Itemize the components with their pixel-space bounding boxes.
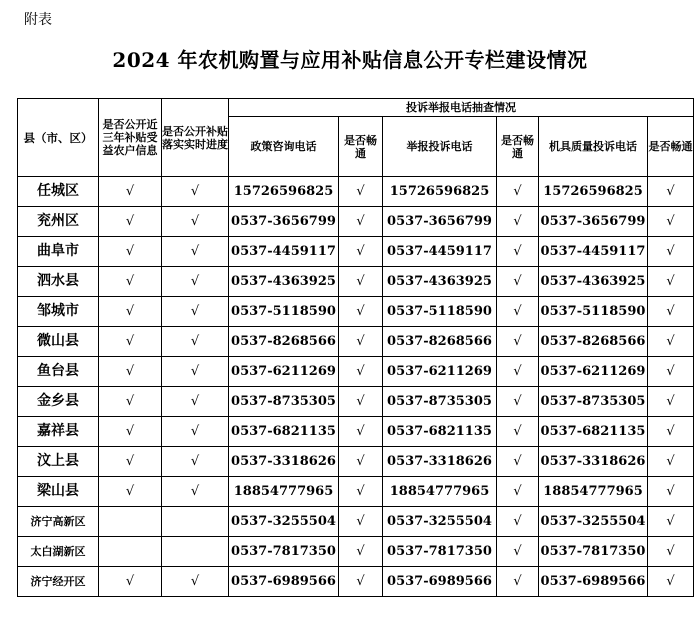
report-open-check: √ — [497, 357, 539, 387]
county-cell: 邹城市 — [18, 297, 99, 327]
table-row — [18, 417, 694, 447]
quality-open-check: √ — [648, 447, 694, 477]
county-cell: 兖州区 — [18, 207, 99, 237]
quality-phone: 0537-8268566 — [539, 327, 648, 357]
report-open-check: √ — [497, 207, 539, 237]
progress-check: √ — [162, 417, 229, 447]
policy-open-check: √ — [339, 207, 383, 237]
report-phone: 0537-4363925 — [383, 267, 497, 297]
report-open-check: √ — [497, 537, 539, 567]
table-row — [18, 237, 694, 267]
progress-check — [162, 507, 229, 537]
quality-open-check: √ — [648, 237, 694, 267]
report-open-check: √ — [497, 327, 539, 357]
quality-phone: 0537-3656799 — [539, 207, 648, 237]
report-phone: 0537-3318626 — [383, 447, 497, 477]
county-cell: 鱼台县 — [18, 357, 99, 387]
policy-open-check: √ — [339, 177, 383, 207]
quality-open-check: √ — [648, 477, 694, 507]
quality-phone: 0537-8735305 — [539, 387, 648, 417]
table-row — [18, 537, 694, 567]
policy-open-check: √ — [339, 447, 383, 477]
beneficiary-check — [99, 537, 162, 567]
header-beneficiary-info: 是否公开近三年补贴受益农户信息 — [99, 99, 162, 177]
beneficiary-check: √ — [99, 327, 162, 357]
policy-open-check: √ — [339, 267, 383, 297]
quality-phone: 0537-5118590 — [539, 297, 648, 327]
quality-open-check: √ — [648, 207, 694, 237]
progress-check: √ — [162, 567, 229, 597]
county-cell: 济宁经开区 — [18, 567, 99, 597]
beneficiary-check: √ — [99, 237, 162, 267]
beneficiary-check — [99, 507, 162, 537]
progress-check: √ — [162, 387, 229, 417]
policy-phone: 18854777965 — [229, 477, 339, 507]
policy-open-check: √ — [339, 507, 383, 537]
header-complaint-group: 投诉举报电话抽查情况 — [229, 99, 694, 117]
quality-phone: 15726596825 — [539, 177, 648, 207]
table-row — [18, 177, 694, 207]
quality-open-check: √ — [648, 297, 694, 327]
policy-open-check: √ — [339, 237, 383, 267]
progress-check: √ — [162, 297, 229, 327]
report-open-check: √ — [497, 297, 539, 327]
beneficiary-check: √ — [99, 357, 162, 387]
header-policy-phone: 政策咨询电话 — [229, 117, 339, 177]
page-title: 2024 年农机购置与应用补贴信息公开专栏建设情况 — [112, 48, 588, 72]
county-cell: 泗水县 — [18, 267, 99, 297]
table-row — [18, 447, 694, 477]
table-row — [18, 327, 694, 357]
county-cell: 金乡县 — [18, 387, 99, 417]
county-cell: 微山县 — [18, 327, 99, 357]
beneficiary-check: √ — [99, 177, 162, 207]
policy-phone: 15726596825 — [229, 177, 339, 207]
policy-phone: 0537-6989566 — [229, 567, 339, 597]
report-open-check: √ — [497, 417, 539, 447]
county-cell: 汶上县 — [18, 447, 99, 477]
table-row — [18, 297, 694, 327]
policy-open-check: √ — [339, 537, 383, 567]
header-quality-phone: 机具质量投诉电话 — [539, 117, 648, 177]
county-cell: 任城区 — [18, 177, 99, 207]
policy-open-check: √ — [339, 477, 383, 507]
progress-check: √ — [162, 357, 229, 387]
county-cell: 曲阜市 — [18, 237, 99, 267]
progress-check: √ — [162, 207, 229, 237]
table-row — [18, 357, 694, 387]
quality-open-check: √ — [648, 267, 694, 297]
report-phone: 0537-6821135 — [383, 417, 497, 447]
report-phone: 0537-5118590 — [383, 297, 497, 327]
quality-open-check: √ — [648, 327, 694, 357]
policy-phone: 0537-3656799 — [229, 207, 339, 237]
policy-phone: 0537-7817350 — [229, 537, 339, 567]
quality-open-check: √ — [648, 537, 694, 567]
beneficiary-check: √ — [99, 297, 162, 327]
quality-phone: 0537-4363925 — [539, 267, 648, 297]
progress-check: √ — [162, 267, 229, 297]
quality-phone: 0537-7817350 — [539, 537, 648, 567]
report-open-check: √ — [497, 507, 539, 537]
beneficiary-check: √ — [99, 387, 162, 417]
quality-open-check: √ — [648, 417, 694, 447]
header-report-phone: 举报投诉电话 — [383, 117, 497, 177]
beneficiary-check: √ — [99, 447, 162, 477]
quality-phone: 0537-6821135 — [539, 417, 648, 447]
policy-phone: 0537-4363925 — [229, 267, 339, 297]
report-open-check: √ — [497, 177, 539, 207]
quality-phone: 0537-3318626 — [539, 447, 648, 477]
report-open-check: √ — [497, 447, 539, 477]
quality-phone: 0537-3255504 — [539, 507, 648, 537]
report-open-check: √ — [497, 237, 539, 267]
report-phone: 0537-7817350 — [383, 537, 497, 567]
quality-open-check: √ — [648, 357, 694, 387]
progress-check: √ — [162, 447, 229, 477]
policy-open-check: √ — [339, 327, 383, 357]
report-phone: 15726596825 — [383, 177, 497, 207]
report-phone: 0537-4459117 — [383, 237, 497, 267]
beneficiary-check: √ — [99, 417, 162, 447]
policy-open-check: √ — [339, 297, 383, 327]
quality-open-check: √ — [648, 177, 694, 207]
beneficiary-check: √ — [99, 477, 162, 507]
header-open-2: 是否畅通 — [497, 117, 539, 177]
progress-check: √ — [162, 477, 229, 507]
header-county: 县（市、区） — [18, 99, 99, 177]
policy-phone: 0537-3255504 — [229, 507, 339, 537]
beneficiary-check: √ — [99, 267, 162, 297]
quality-phone: 18854777965 — [539, 477, 648, 507]
table-row — [18, 567, 694, 597]
policy-phone: 0537-6211269 — [229, 357, 339, 387]
report-phone: 0537-6989566 — [383, 567, 497, 597]
report-open-check: √ — [497, 477, 539, 507]
policy-phone: 0537-8735305 — [229, 387, 339, 417]
report-open-check: √ — [497, 267, 539, 297]
report-phone: 0537-3255504 — [383, 507, 497, 537]
policy-open-check: √ — [339, 417, 383, 447]
policy-open-check: √ — [339, 387, 383, 417]
policy-open-check: √ — [339, 567, 383, 597]
county-cell: 济宁高新区 — [18, 507, 99, 537]
county-cell: 嘉祥县 — [18, 417, 99, 447]
report-phone: 0537-8268566 — [383, 327, 497, 357]
table-row — [18, 477, 694, 507]
report-phone: 0537-6211269 — [383, 357, 497, 387]
policy-phone: 0537-3318626 — [229, 447, 339, 477]
progress-check — [162, 537, 229, 567]
table-row — [18, 207, 694, 237]
quality-open-check: √ — [648, 507, 694, 537]
policy-phone: 0537-6821135 — [229, 417, 339, 447]
policy-phone: 0537-4459117 — [229, 237, 339, 267]
table-row — [18, 267, 694, 297]
beneficiary-check: √ — [99, 567, 162, 597]
quality-phone: 0537-4459117 — [539, 237, 648, 267]
quality-phone: 0537-6211269 — [539, 357, 648, 387]
county-cell: 太白湖新区 — [18, 537, 99, 567]
attachment-label: 附表 — [24, 12, 52, 28]
policy-phone: 0537-5118590 — [229, 297, 339, 327]
subsidy-info-table — [17, 98, 694, 597]
progress-check: √ — [162, 327, 229, 357]
header-progress: 是否公开补贴落实实时进度 — [162, 99, 229, 177]
progress-check: √ — [162, 237, 229, 267]
quality-open-check: √ — [648, 567, 694, 597]
table-row — [18, 387, 694, 417]
report-phone: 0537-3656799 — [383, 207, 497, 237]
policy-open-check: √ — [339, 357, 383, 387]
report-phone: 18854777965 — [383, 477, 497, 507]
header-open-3: 是否畅通 — [648, 117, 694, 177]
quality-open-check: √ — [648, 387, 694, 417]
progress-check: √ — [162, 177, 229, 207]
policy-phone: 0537-8268566 — [229, 327, 339, 357]
header-open-1: 是否畅通 — [339, 117, 383, 177]
report-open-check: √ — [497, 387, 539, 417]
report-phone: 0537-8735305 — [383, 387, 497, 417]
quality-phone: 0537-6989566 — [539, 567, 648, 597]
table-row — [18, 507, 694, 537]
county-cell: 梁山县 — [18, 477, 99, 507]
beneficiary-check: √ — [99, 207, 162, 237]
report-open-check: √ — [497, 567, 539, 597]
